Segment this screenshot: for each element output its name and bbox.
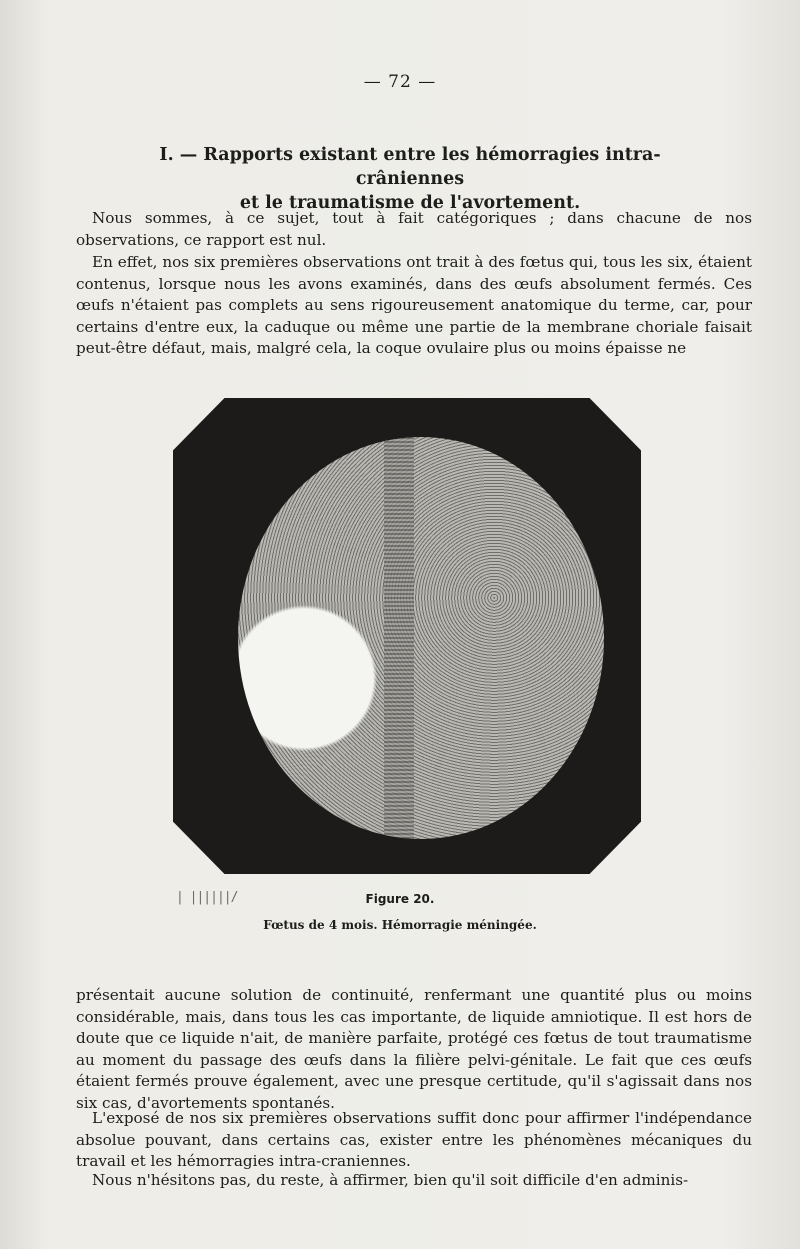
paragraph-1: Nous sommes, à ce sujet, tout à fait catégoriques ; dans chacune de nos observations, ce rapport est nul. <box>76 209 752 249</box>
heading-line-1: I. — Rapports existant entre les hémorragies intra-crâniennes <box>159 145 661 189</box>
page-number: — 72 — <box>363 72 437 92</box>
figure-number: Figure 20. <box>365 892 435 906</box>
marginal-stamp: | ||||||/ <box>176 890 238 905</box>
paragraph-5: Nous n'hésitons pas, du reste, à affirmer, bien qu'il soit difficile d'en adminis- <box>92 1171 689 1189</box>
section-heading <box>120 143 700 215</box>
paragraph-2: En effet, nos six premières observations ont trait à des fœtus qui, tous les six, étaient contenus, lorsque nous les avons examinés, dans des œufs absolument fermés. Ces œufs n'étaient pas complets au sens rigoureusement anatomique du terme, car, pour certains d'entre eux, la caduque ou même une partie de la membrane choriale faisait peut-être défaut, mais, malgré cela, la coque ovulaire plus ou moins épaisse ne <box>76 253 752 358</box>
heading-line-2: et le traumatisme de l'avortement. <box>239 193 581 213</box>
paragraph-4: L'exposé de nos six premières observations suffit donc pour affirmer l'indépendance absolue pouvant, dans certains cas, exister entre les phénomènes mécaniques du travail et les hémorragies intra-craniennes. <box>76 1109 752 1171</box>
micrograph-cell-band <box>384 437 413 839</box>
figure-caption: Fœtus de 4 mois. Hémorragie méningée. <box>263 918 537 932</box>
paragraph-3: présentait aucune solution de continuité, renfermant une quantité plus ou moins considérable, mais, dans tous les cas importante, de liquide amniotique. Il est hors de doute que ce liquide n'ait, de manière parfaite, protégé ces fœtus de tout traumatisme au moment du passage des œufs dans la filière pelvi-génitale. Le fait que ces œufs étaient fermés prouve également, avec une presque certitude, qu'il s'agissait dans nos six cas, d'avortements spontanés. <box>76 986 752 1112</box>
micrograph-image <box>238 437 604 839</box>
